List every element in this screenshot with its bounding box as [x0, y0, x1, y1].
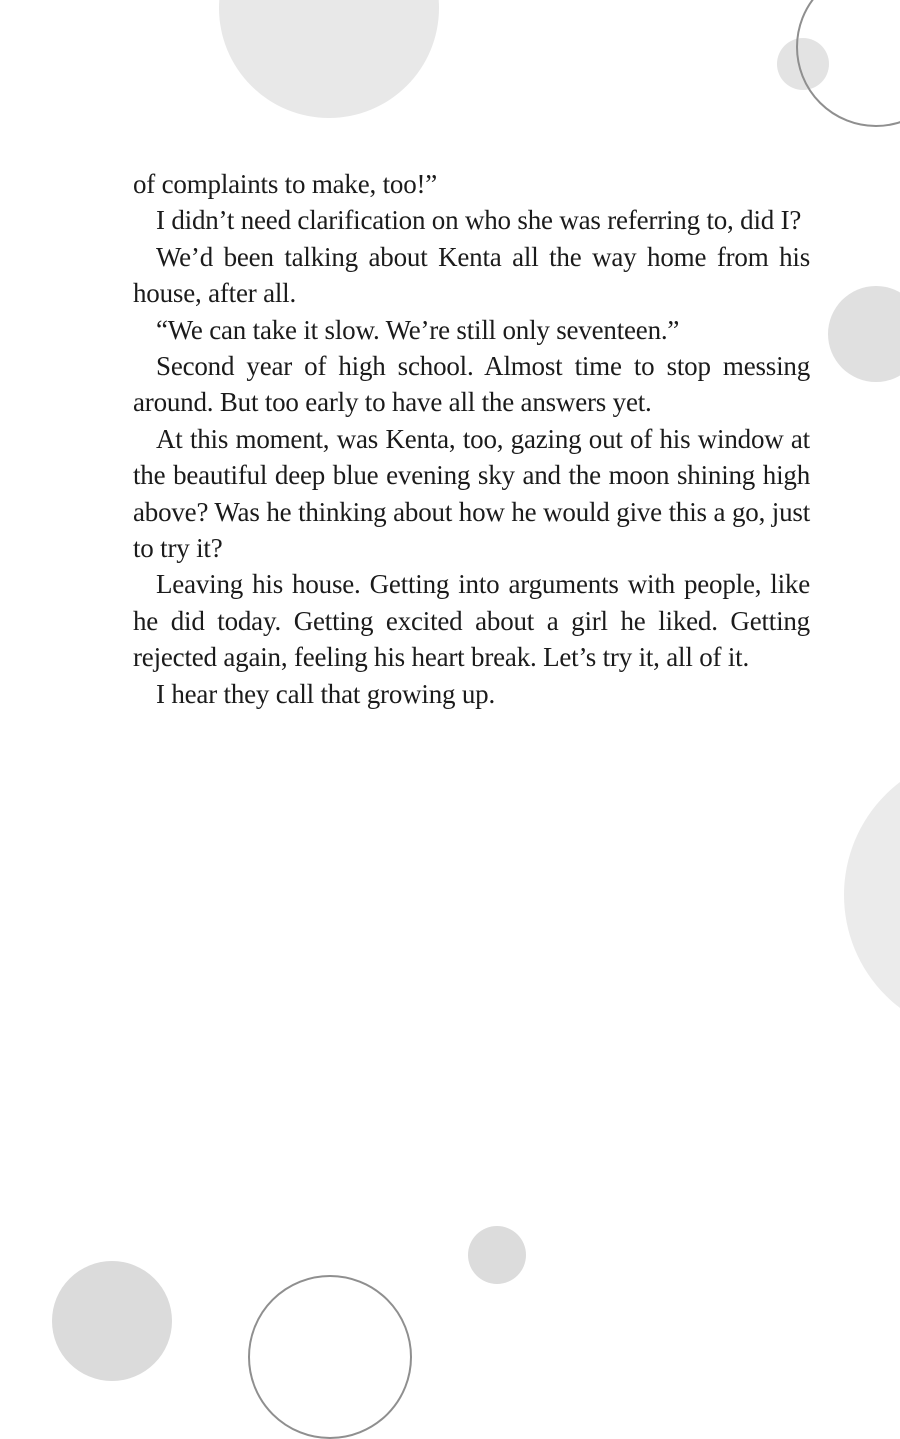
bottom-left-filled-circle	[52, 1261, 172, 1381]
bottom-center-small-filled-circle	[468, 1226, 526, 1284]
bottom-center-outline-circle	[248, 1275, 412, 1439]
right-large-filled-circle	[844, 753, 900, 1037]
paragraph: I hear they call that growing up.	[156, 678, 496, 709]
paragraph: Second year of high school. Almost time to stop messing around. But too early to have all the answers yet.	[133, 351, 810, 418]
paragraph: “We can take it slow. We’re still only seventeen.”	[156, 314, 680, 345]
paragraph: Leaving his house. Getting into arguments with people, like he did today. Getting excited about a girl he liked. Getting rejected again, feeling his heart break. Let’s try it, all of it.	[133, 569, 810, 673]
paragraph: We’d been talking about Kenta all the way home from his house, after all.	[133, 241, 810, 309]
top-right-outline-circle	[796, 0, 900, 127]
top-center-filled-circle	[219, 0, 439, 118]
paragraph: At this moment, was Kenta, too, gazing out of his window at the beautiful deep blue evening sky and the moon shining high above? Was he thinking about how he would give this a go, just to try it?	[133, 423, 810, 564]
page-text	[133, 166, 810, 712]
paragraph: of complaints to make, too!”	[133, 169, 438, 199]
mid-right-filled-circle	[828, 286, 900, 382]
paragraph: I didn’t need clarification on who she was referring to, did I?	[156, 205, 802, 236]
